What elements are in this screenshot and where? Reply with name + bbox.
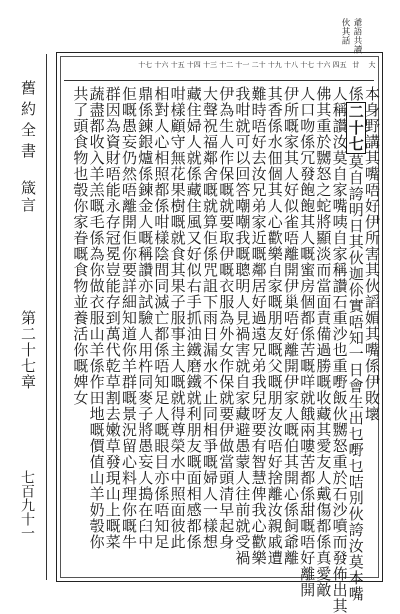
chapter-marker: 二十七 [346,104,365,152]
section-title: 箴言 [19,180,37,214]
verse-number: 廿 [352,61,360,69]
verse-number: 十七 [300,61,315,69]
verse-number: 十九 [267,61,282,69]
text-column: 咁樣顧守無花果樹嘅就食其果子服事主人嘅就得尊榮水中照面彼此 [168,86,187,550]
text-column: 係二十七莫自誇明日其伙迦伱實唔知一日會生出乜嘢乜咭別伙誇汝莫本嘴 [346,86,365,602]
text-column: 群因為資財唔能永存冠冕豈能存到萬代乾草割去嫩草發現山上嘅菜 [103,86,122,550]
verse-number: 十五 [170,61,185,69]
text-column: 佛其重於嬲怒之蛇將顯淡而當面責備過勝嘅收藏其愛友人戴傷都係真愛敵 [314,86,333,598]
verse-number: 二十 [251,61,266,69]
header-note: 伙其話 [340,18,350,45]
header-note: 爺語共讀 [352,18,362,54]
page-number: 七百九十一 [19,470,35,540]
text-column: 蔬盡都收入羊羔嘅毛係為你做衣服山羊係作田地嘅價值山羊奶彀你 [87,86,106,550]
margin-rule [46,54,47,580]
book-title: 舊約全書 [19,80,37,164]
text-column: 本身野講其嘴唔好伊所害其伙謟媚其嘴係伊敗壞 [363,86,381,422]
text-column: 伊為生人作保嘅就要取伊嘅衣服為外女作保就要伊做當頭清早起身 [217,86,236,550]
text-column: 大聲祝福鄰舍嘅就算佢係咒詛下雨日漏水不止同相爭嘅婦人一樣想 [201,86,219,550]
text-column: 佢嘅愚妄仍然唔離開佢你要詳細知道你羊群嘅景況留心料理你嘅牛 [120,86,138,550]
text-column: 相對人心相照都係咁樣陰間同滅亡都係唔知足人嘅眼目亦係唔知足 [152,86,171,550]
verse-number: 十八 [284,61,298,69]
text-column: 難時唔好去汝兄弟家近嘅鄰居好過遠兄弟我兒呀要有智慧俾我心歡樂 [249,86,268,566]
text-column: 人稱讚汝莫自家嘴咦自家稱讚石重沙也重嘢飯伙嬲怒重於石沙噴而發佈出其 [330,86,349,614]
verse-number: 十三 [203,61,217,69]
verse-number: 十七 [138,61,153,69]
verse-number: 十一 [235,61,250,69]
text-column: 藏住婦人就係藏住風又好似右手抓油鐵磨鐵就利朋友嘅面相感都係 [184,86,203,550]
text-column: 共了頭食物也彀你家眷嘅食物並養活你嘅婢女 [71,86,90,406]
chapter-label: 第二十七章 [19,310,37,390]
verse-number: 十六 [316,61,331,69]
verse-number: 四五 [332,61,347,69]
verse-number: 十二 [219,61,234,69]
text-column: 其香係水佃個其人心歡樂自家嘅朋友嘅父嘅朋友汝唔好捨離汝親戚遭 [265,86,284,566]
verse-number: 大 [368,61,376,69]
text-column: 我咁就可以回答嘲嘲我嘅聰明人見禍害就自家藏避愚蒙人往前就受禍 [233,86,252,566]
text-column: 人口吻係冗發飽飽其人嘅蜜房個都係苦嘅咩就餓兩嘍苦都係甜嘅唔好離開 [298,86,317,598]
text-column: 伊所嘅家其人好似雀唔離開伊巢唔好離開伊家人嘅伯其開心係飼爺離 [282,86,300,566]
verse-number: 十六 [154,61,169,69]
verse-number: 十四 [186,61,201,69]
text-column: 鼎係鍊銀爐係鍊金人嘅稱讚亦試驗人用杵同麥子將愚妄人搗在臼中 [136,86,155,550]
